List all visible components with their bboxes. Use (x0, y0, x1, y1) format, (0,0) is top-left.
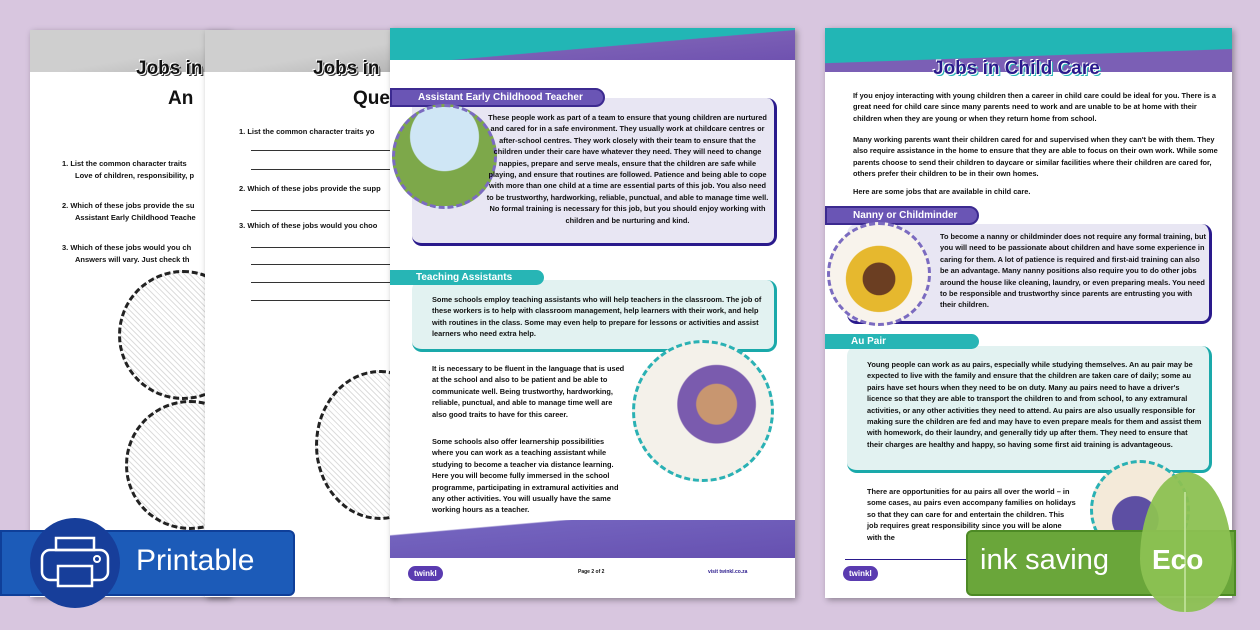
website-link[interactable]: visit twinkl.co.za (708, 569, 748, 575)
photo-teacher-bubbles (392, 104, 497, 209)
question-1: 1. List the common character traits yo (239, 127, 375, 136)
ink-saving-badge (966, 530, 1236, 596)
intro-paragraph-2: Many working parents want their children cared for and supervised when they can't be with them. They also require assistance in the home to ensure that they are able to focus on their own work. While some parents choose to send their children to daycare or similar facilities where their children are cared for, others prefer their children to be in their own homes. (853, 135, 1218, 179)
section-text-au-pair: Young people can work as au pairs, especially while studying themselves. An au pair may be expected to live with the family and ensure that the children are taken care of daily; some au pairs have set hours when they need to be on duty. Many au pairs need to have a driver's licence so that they are able to transport the children to and from school, to any extramural activities, or any other activities they need to attend. Au pairs are also usually responsible for making sure the children are fed and may have to even prepare meals for them and assist them with homework, do their laundry, and generally tidy up after them. They need to ensure that their charges are healthy and happy, so having some first aid training is advantageous. (867, 360, 1202, 449)
answer-2: Assistant Early Childhood Teache (75, 213, 196, 222)
intro-paragraph-1: If you enjoy interacting with young children then a career in child care could be ideal for you. There is a great need for child care since many parents need to work and are unable to be at home with their children when they are young or when they return home from school. (853, 91, 1217, 123)
page-title: Jobs in (136, 58, 203, 79)
paragraph-1: There are opportunities for au pairs all over the world – in some cases, au pairs even accompany families on holidays so that they can care for and entertain the children. This job requires great responsibility since you will be alone with the (867, 487, 1076, 542)
page-number: Page 2 of 2 (578, 569, 605, 575)
question-3: 3. Which of these jobs would you ch (62, 243, 192, 252)
page-title: Jobs in (313, 58, 380, 79)
ink-saving-label: ink saving (980, 544, 1109, 576)
answer-3: Answers will vary. Just check th (75, 255, 190, 264)
section-title-au-pair: Au Pair (825, 334, 979, 349)
page-header (390, 28, 795, 60)
twinkl-logo: twinkl (408, 566, 443, 581)
printer-icon (30, 518, 120, 608)
illustration (315, 370, 395, 520)
header-title: Jobs in Child Care (733, 64, 777, 70)
section-title-assistant-teacher: Assistant Early Childhood Teacher (390, 88, 605, 107)
section-title-teaching-assistants: Teaching Assistants (390, 270, 544, 285)
eco-label: Eco (1152, 544, 1204, 575)
paragraph-1: It is necessary to be fluent in the language that is used at the school and also to be patient and be able to communicate well. Being trustworthy, hardworking, reliable, punctual, and able to manage time well are also good traits to have for this career. (432, 364, 625, 419)
answer-1: Love of children, responsibility, p (75, 171, 195, 180)
page-title: Jobs in Child Care (933, 58, 1100, 79)
answers-page (30, 30, 230, 597)
questions-page (205, 30, 395, 597)
section-text-assistant-teacher: These people work as part of a team to ensure that young children are nurtured and cared for in a safe environment. They usually work at childcare centres or after-school centres. They work closely with their team to ensure that the children under their care have whatever they need. They will need to change nappies, prepare and serve meals, ensure that the children are safe while playing, and ensure that routines are followed. Patience and being able to cope with more than one child at a time are essential parts of this job. You also need to be trustworthy, hardworking, reliable, punctual, and able to manage time well. No formal training is necessary for this job, but you should enjoy working with children and be nurturing and kind. (486, 113, 769, 225)
photo-teacher-reading (632, 340, 774, 482)
info-page-2 (390, 28, 795, 598)
paragraph-2: Some schools also offer learnership possibilities where you can work as a teaching assistant while studying to become a teacher via distance learning. Here you will become fully immersed in the school programme, participating in extramural activities and any other activities. You will usually have the same working hours as a teacher. (432, 437, 619, 515)
printable-badge (0, 530, 295, 596)
photo-nanny (827, 222, 931, 326)
printable-label: Printable (136, 544, 255, 577)
question-2: 2. Which of these jobs provide the supp (239, 184, 381, 193)
intro-paragraph-3: Here are some jobs that are available in child care. (853, 187, 1031, 196)
section-title-nanny: Nanny or Childminder (825, 206, 979, 225)
section-text-nanny: To become a nanny or childminder does not require any formal training, but you will need to be passionate about children and have some experience in caring for them. A lot of patience is required and first-aid training can also be an advantage. Many nanny positions also require you to do other jobs around the house like cleaning, laundry, or even preparing meals. You need to be responsible and trustworthy since parents are entrusting you with their children. (940, 232, 1206, 310)
twinkl-logo: twinkl (843, 566, 878, 581)
page-subtitle: Que (353, 88, 390, 109)
question-2: 2. Which of these jobs provide the su (62, 201, 195, 210)
section-text-teaching-assistants: Some schools employ teaching assistants who will help teachers in the classroom. The job of these workers is to help with classroom management, help learners with their work, and help with routines in the class. Some may even help to prepare for lessons or activities and assist learners who need extra help. (432, 295, 762, 339)
question-1: 1. List the common character traits (62, 159, 187, 168)
question-3: 3. Which of these jobs would you choo (239, 221, 378, 230)
page-subtitle: An (168, 88, 194, 109)
